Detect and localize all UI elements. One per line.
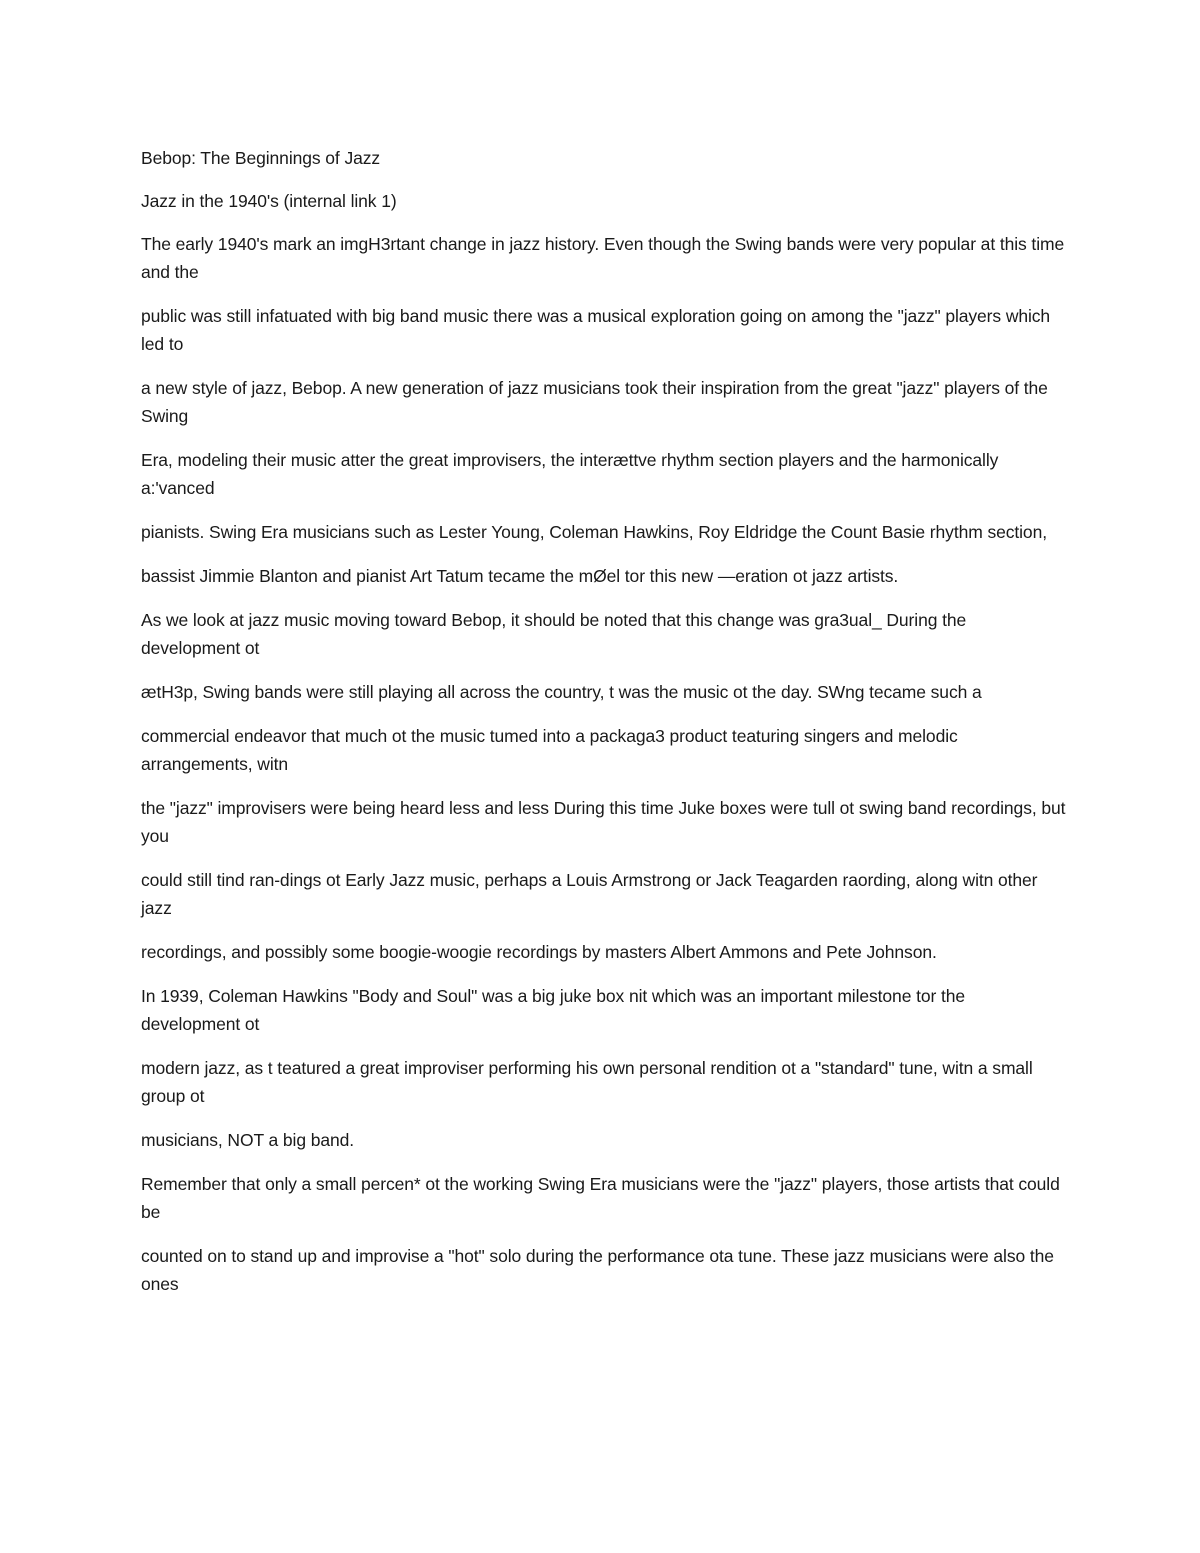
paragraph: a new style of jazz, Bebop. A new generation of jazz musicians took their inspiration from the great "jazz" players of the Swing [141,378,1048,426]
paragraph: Era, modeling their music atter the great improvisers, the interættve rhythm section players and the harmonically a:'vanced [141,450,999,498]
paragraph: bassist Jimmie Blanton and pianist Art Tatum tecame the mØel tor this new —eration ot jazz artists. [141,566,899,586]
document-body [141,144,1066,1314]
paragraph: modern jazz, as t teatured a great improviser performing his own personal rendition ot a "standard" tune, witn a small group ot [141,1058,1033,1106]
paragraph: The early 1940's mark an imgH3rtant change in jazz history. Even though the Swing bands were very popular at this time and the [141,234,1065,282]
paragraph: the "jazz" improvisers were being heard less and less During this time Juke boxes were tull ot swing band recordings, but you [141,798,1066,846]
paragraph: pianists. Swing Era musicians such as Lester Young, Coleman Hawkins, Roy Eldridge the Count Basie rhythm section, [141,522,1047,542]
document-title: Bebop: The Beginnings of Jazz [141,148,381,168]
section-heading: Jazz in the 1940's (internal link 1) [141,191,397,211]
paragraph: In 1939, Coleman Hawkins "Body and Soul" was a big juke box nit which was an important milestone tor the development ot [141,986,965,1034]
paragraph: As we look at jazz music moving toward Bebop, it should be noted that this change was gra3ual_ During the development ot [141,610,967,658]
paragraph: recordings, and possibly some boogie-woogie recordings by masters Albert Ammons and Pete Johnson. [141,942,937,962]
paragraph: counted on to stand up and improvise a "hot" solo during the performance ota tune. These jazz musicians were also the ones [141,1246,1054,1294]
paragraph: public was still infatuated with big band music there was a musical exploration going on among the "jazz" players which led to [141,306,1051,354]
paragraph: musicians, NOT a big band. [141,1130,355,1150]
paragraph: could still tind ran-dings ot Early Jazz music, perhaps a Louis Armstrong or Jack Teagarden raording, along witn other jazz [141,870,1038,918]
paragraph: Remember that only a small percen* ot the working Swing Era musicians were the "jazz" players, those artists that could be [141,1174,1060,1222]
paragraph: commercial endeavor that much ot the music tumed into a packaga3 product teaturing singers and melodic arrangements, witn [141,726,958,774]
paragraph: ætH3p, Swing bands were still playing all across the country, t was the music ot the day. SWng tecame such a [141,682,982,702]
